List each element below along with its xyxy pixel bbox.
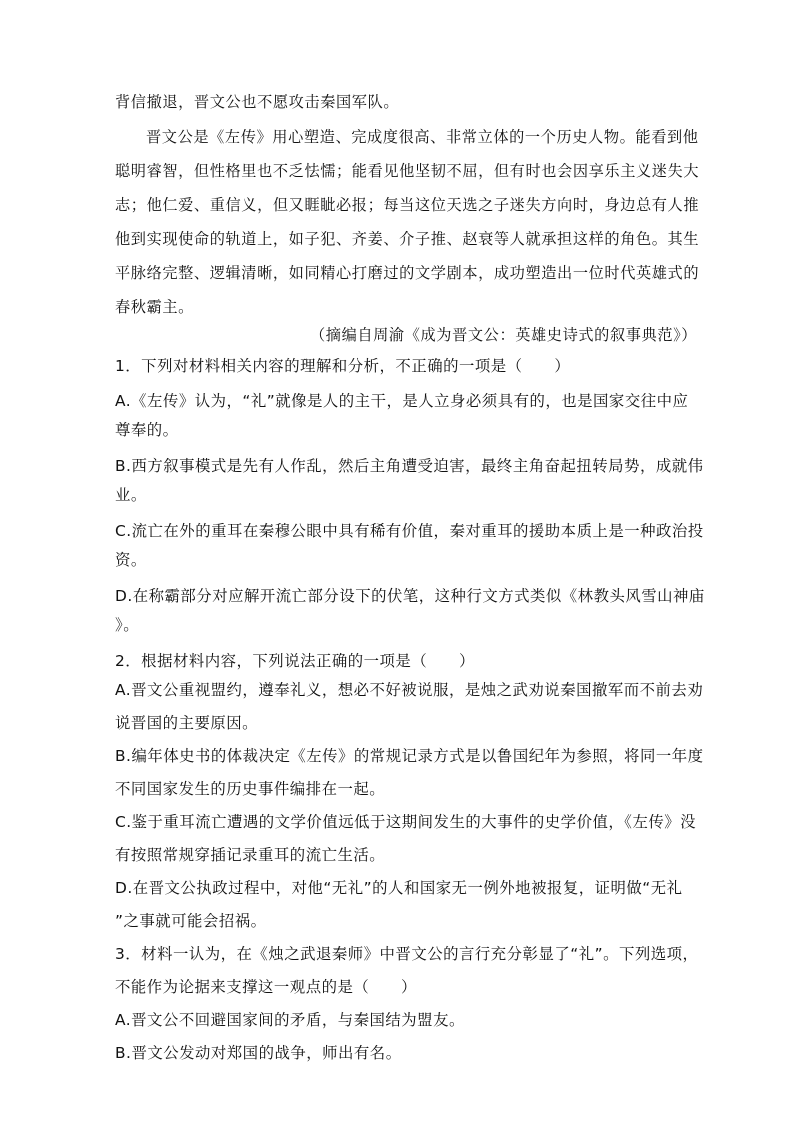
- q3-option-b: B.晋文公发动对郑国的战争，师出有名。: [115, 1044, 402, 1062]
- q2-option-c-cont: 有按照常规穿插记录重耳的流亡生活。: [115, 846, 386, 864]
- q2-option-c: C.鉴于重耳流亡遭遇的文学价值远低于这期间发生的大事件的史学价值，《左传》没: [115, 813, 697, 831]
- q1-option-c-cont: 资。: [115, 551, 147, 569]
- q1-option-b: B.西方叙事模式是先有人作乱，然后主角遭受迫害，最终主角奋起扭转局势，成就伟: [115, 457, 704, 475]
- q1-option-c: C.流亡在外的重耳在秦穆公眼中具有稀有价值，秦对重耳的援助本质上是一种政治投: [115, 522, 704, 540]
- q1-option-a-cont: 尊奉的。: [115, 421, 179, 439]
- passage-paragraph-start: 晋文公是《左传》用心塑造、完成度很高、非常立体的一个历史人物。能看到他: [146, 128, 699, 146]
- q2-option-b: B.编年体史书的体裁决定《左传》的常规记录方式是以鲁国纪年为参照，将同一年度: [115, 747, 704, 765]
- passage-line: 志；他仁爱、重信义，但又睚眦必报；每当这位天选之子迷失方向时，身边总有人推: [115, 196, 700, 214]
- q1-option-a: A.《左传》认为，“礼”就像是人的主干，是人立身必须具有的，也是国家交往中应: [115, 392, 689, 410]
- passage-source: （摘编自周渝《成为晋文公：英雄史诗式的叙事典范》）: [310, 326, 698, 344]
- q2-option-b-cont: 不同国家发生的历史事件编排在一起。: [115, 780, 386, 798]
- q1-option-d: D.在称霸部分对应解开流亡部分设下的伏笔，这种行文方式类似《林教头风雪山神庙: [115, 587, 705, 605]
- passage-line: 背信撤退，晋文公也不愿攻击秦国军队。: [115, 93, 400, 111]
- q2-option-a: A.晋文公重视盟约，遵奉礼义，想必不好被说服，是烛之武劝说秦国撤军而不前去劝: [115, 681, 704, 699]
- question-3-stem-cont: 不能作为论据来支撑这一观点的是（ ）: [115, 978, 417, 996]
- q1-option-b-cont: 业。: [115, 486, 147, 504]
- question-3-stem: 3．材料一认为，在《烛之武退秦师》中晋文公的言行充分彰显了“礼”。下列选项，: [115, 945, 699, 963]
- question-1-stem: 1．下列对材料相关内容的理解和分析，不正确的一项是（ ）: [115, 357, 571, 375]
- q2-option-d-cont: ”之事就可能会招祸。: [115, 912, 267, 930]
- passage-line: 聪明睿智，但性格里也不乏怯懦；能看见他坚韧不屈，但有时也会因享乐主义迷失大: [115, 162, 700, 180]
- passage-line: 他到实现使命的轨道上，如子犯、齐姜、介子推、赵衰等人就承担这样的角色。其生: [115, 230, 700, 248]
- q3-option-a: A.晋文公不回避国家间的矛盾，与秦国结为盟友。: [115, 1011, 465, 1029]
- passage-line: 平脉络完整、逻辑清晰，如同精心打磨过的文学剧本，成功塑造出一位时代英雄式的: [115, 264, 700, 282]
- q1-option-d-cont: 》。: [115, 616, 140, 634]
- passage-line: 春秋霸主。: [115, 298, 194, 316]
- q2-option-d: D.在晋文公执政过程中，对他“无礼”的人和国家无一例外地被报复，证明做“无礼: [115, 879, 683, 897]
- question-2-stem: 2．根据材料内容，下列说法正确的一项是（ ）: [115, 652, 475, 670]
- q2-option-a-cont: 说晋国的主要原因。: [115, 714, 259, 732]
